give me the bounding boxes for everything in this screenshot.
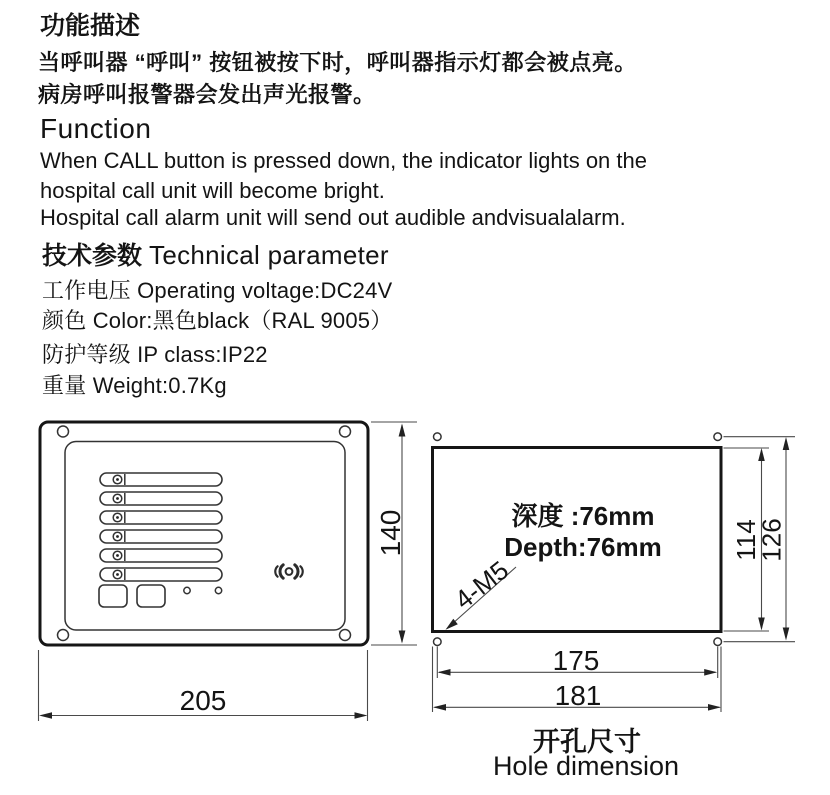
hole-caption-zh: 开孔尺寸	[533, 727, 641, 757]
spec-color: 颜色 Color:黑色black（RAL 9005）	[42, 308, 393, 333]
device-outer-body	[40, 422, 368, 645]
front-height-dim-label: 140	[375, 509, 406, 557]
function-body-zh-line1: 当呼叫器 “呼叫” 按钮被按下时，呼叫器指示灯都会被点亮。	[38, 50, 637, 75]
front-width-dimension	[39, 650, 368, 721]
mounting-hole-icon	[714, 638, 722, 646]
spec-operating-voltage: 工作电压 Operating voltage:DC24V	[42, 278, 393, 303]
front-view-drawing	[39, 422, 418, 721]
function-heading-zh: 功能描述	[40, 12, 141, 40]
function-body-zh-line2: 病房呼叫报警器会发出声光报警。	[38, 82, 376, 107]
parameter-heading-en: Technical parameter	[149, 240, 389, 270]
front-height-dimension	[371, 422, 417, 645]
hole-caption-en: Hole dimension	[492, 751, 680, 781]
function-body-en-line3: Hospital call alarm unit will send out audible andvisualalarm.	[40, 205, 626, 230]
depth-label-zh: 深度 :76mm	[511, 501, 655, 531]
mounting-hole-icon	[714, 433, 722, 441]
hole-width-outer-label: 181	[554, 680, 602, 711]
hole-height-outer-label: 126	[756, 518, 787, 562]
screw-spec-label: 4-M5	[448, 554, 515, 615]
function-body-en-line2: hospital call unit will become bright.	[40, 178, 385, 203]
depth-label-en: Depth:76mm	[504, 532, 662, 562]
hole-width-inner-dimension	[437, 645, 717, 678]
spec-weight: 重量 Weight:0.7Kg	[42, 373, 227, 398]
parameter-heading-zh: 技术参数	[42, 242, 143, 270]
hole-height-inner-label: 114	[731, 519, 761, 561]
front-width-dim-label: 205	[179, 685, 227, 716]
spec-ip-class: 防护等级 IP class:IP22	[42, 342, 268, 367]
function-body-en-line1: When CALL button is pressed down, the indicator lights on the	[40, 148, 647, 173]
hole-width-inner-label: 175	[552, 645, 600, 676]
mounting-hole-icon	[434, 638, 442, 646]
hole-dimension-drawing	[433, 433, 796, 781]
mounting-hole-icon	[434, 433, 442, 441]
function-heading-en: Function	[40, 113, 152, 144]
